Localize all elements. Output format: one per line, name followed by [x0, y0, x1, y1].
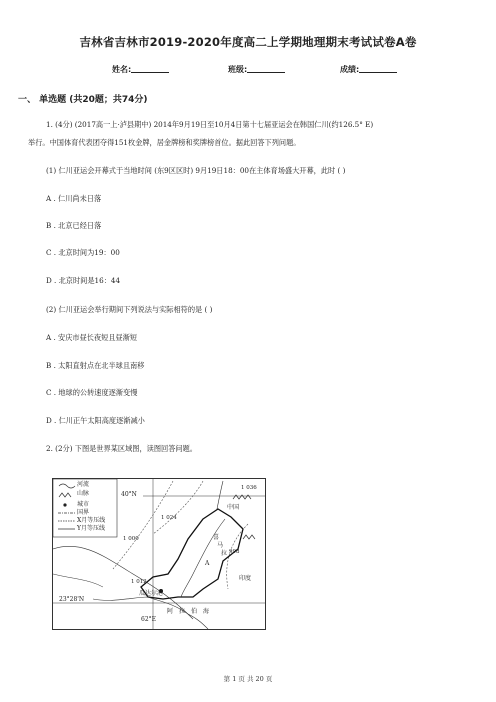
legend-border-label: 国界 — [77, 509, 90, 516]
iso-1012-label: 1 012 — [131, 579, 147, 585]
sea-label-2: 拉 — [179, 608, 186, 615]
q1-sub1-option-c[interactable]: C . 北京时间为19：00 — [46, 248, 120, 257]
legend-city-label: 城市 — [77, 501, 90, 508]
mountain-range-north — [233, 495, 251, 499]
sea-label-3: 伯 — [191, 608, 198, 615]
score-blank[interactable] — [359, 64, 397, 73]
q1-sub2-option-c[interactable]: C . 地球的公转速度逐渐变慢 — [46, 388, 138, 397]
name-field[interactable]: 姓名: — [112, 64, 131, 75]
city-icon — [63, 503, 66, 506]
q1-stem-line2: 举行。中国体育代表团夺得151枚金牌，居金牌榜和奖牌榜首位。据此回答下列问题。 — [28, 138, 301, 147]
exam-title: 吉林省吉林市2019-2020年度高二上学期地理期末考试试卷A卷 — [79, 35, 417, 49]
iso-1000-label: 1 000 — [123, 536, 139, 542]
gwadar-label: 瓜达尔港 — [139, 590, 164, 597]
legend-mountain-label: 山脉 — [77, 490, 90, 497]
iso-1036-label: 1 036 — [241, 485, 257, 491]
class-field[interactable]: 班级: — [228, 64, 247, 75]
q1-sub1-question: (1) 仁川亚运会开幕式于当地时间 (东9区区时) 9月19日18：00在主体育场盛大开幕，此时 ( ) — [46, 166, 346, 175]
india-label: 印度 — [239, 575, 252, 582]
mountain-char-3: 拉 — [221, 550, 228, 557]
page-footer: 第 1 页 共 20 页 — [223, 675, 273, 683]
mountain-range-east — [243, 535, 255, 539]
q1-sub2-option-b[interactable]: B . 太阳直射点在北半球且南移 — [46, 361, 145, 370]
q1-stem-line1: 1. (4分) (2017高一上·泸县期中) 2014年9月19日至10月4日第十七届亚运会在韩国仁川(约126.5° E) — [46, 120, 374, 129]
score-field[interactable]: 成绩: — [340, 64, 359, 75]
lat-top-label: 40°N — [121, 491, 137, 498]
q1-sub1-option-a[interactable]: A . 仁川尚未日落 — [46, 194, 102, 203]
q1-sub2-question: (2) 仁川亚运会举行期间下列说法与实际相符的是 ( ) — [46, 305, 213, 314]
iso-1024-label: 1 024 — [161, 515, 177, 521]
q1-sub2-option-a[interactable]: A . 安庆市昼长夜短且昼渐短 — [46, 333, 138, 342]
china-label: 中国 — [227, 504, 240, 511]
legend-y-isobar-label: Y月等压线 — [77, 525, 105, 532]
sea-label-1: 阿 — [167, 608, 174, 615]
region-a-label: A — [205, 560, 210, 567]
iso-998-label: 998 — [229, 549, 240, 555]
lat-bottom-label: 23°28'N — [59, 596, 85, 603]
sea-label-4: 海 — [203, 608, 210, 615]
region-map-figure — [52, 478, 266, 630]
lon-label: 62°E — [141, 616, 157, 623]
isobar-1036 — [217, 481, 223, 509]
q1-sub1-option-d[interactable]: D . 北京时间是16：44 — [46, 276, 121, 285]
class-blank[interactable] — [247, 64, 285, 73]
isobar-1024 — [153, 481, 203, 534]
q1-sub1-option-b[interactable]: B . 北京已经日落 — [46, 221, 102, 230]
legend-river-label: 河流 — [77, 481, 90, 488]
q1-sub2-option-d[interactable]: D . 仁川正午太阳高度逐渐减小 — [46, 416, 145, 425]
legend-x-isobar-label: X月等压线 — [77, 517, 106, 524]
mountain-char-1: 喜 — [213, 534, 220, 541]
indus-river — [181, 519, 228, 597]
mountain-char-2: 马 — [217, 542, 224, 549]
q2-stem: 2. (2分) 下图是世界某区域图，读图回答问题。 — [46, 444, 197, 453]
name-blank[interactable] — [131, 64, 169, 73]
river-west — [53, 574, 103, 587]
section-heading: 一、 单选题 (共20题；共74分) — [18, 95, 148, 105]
